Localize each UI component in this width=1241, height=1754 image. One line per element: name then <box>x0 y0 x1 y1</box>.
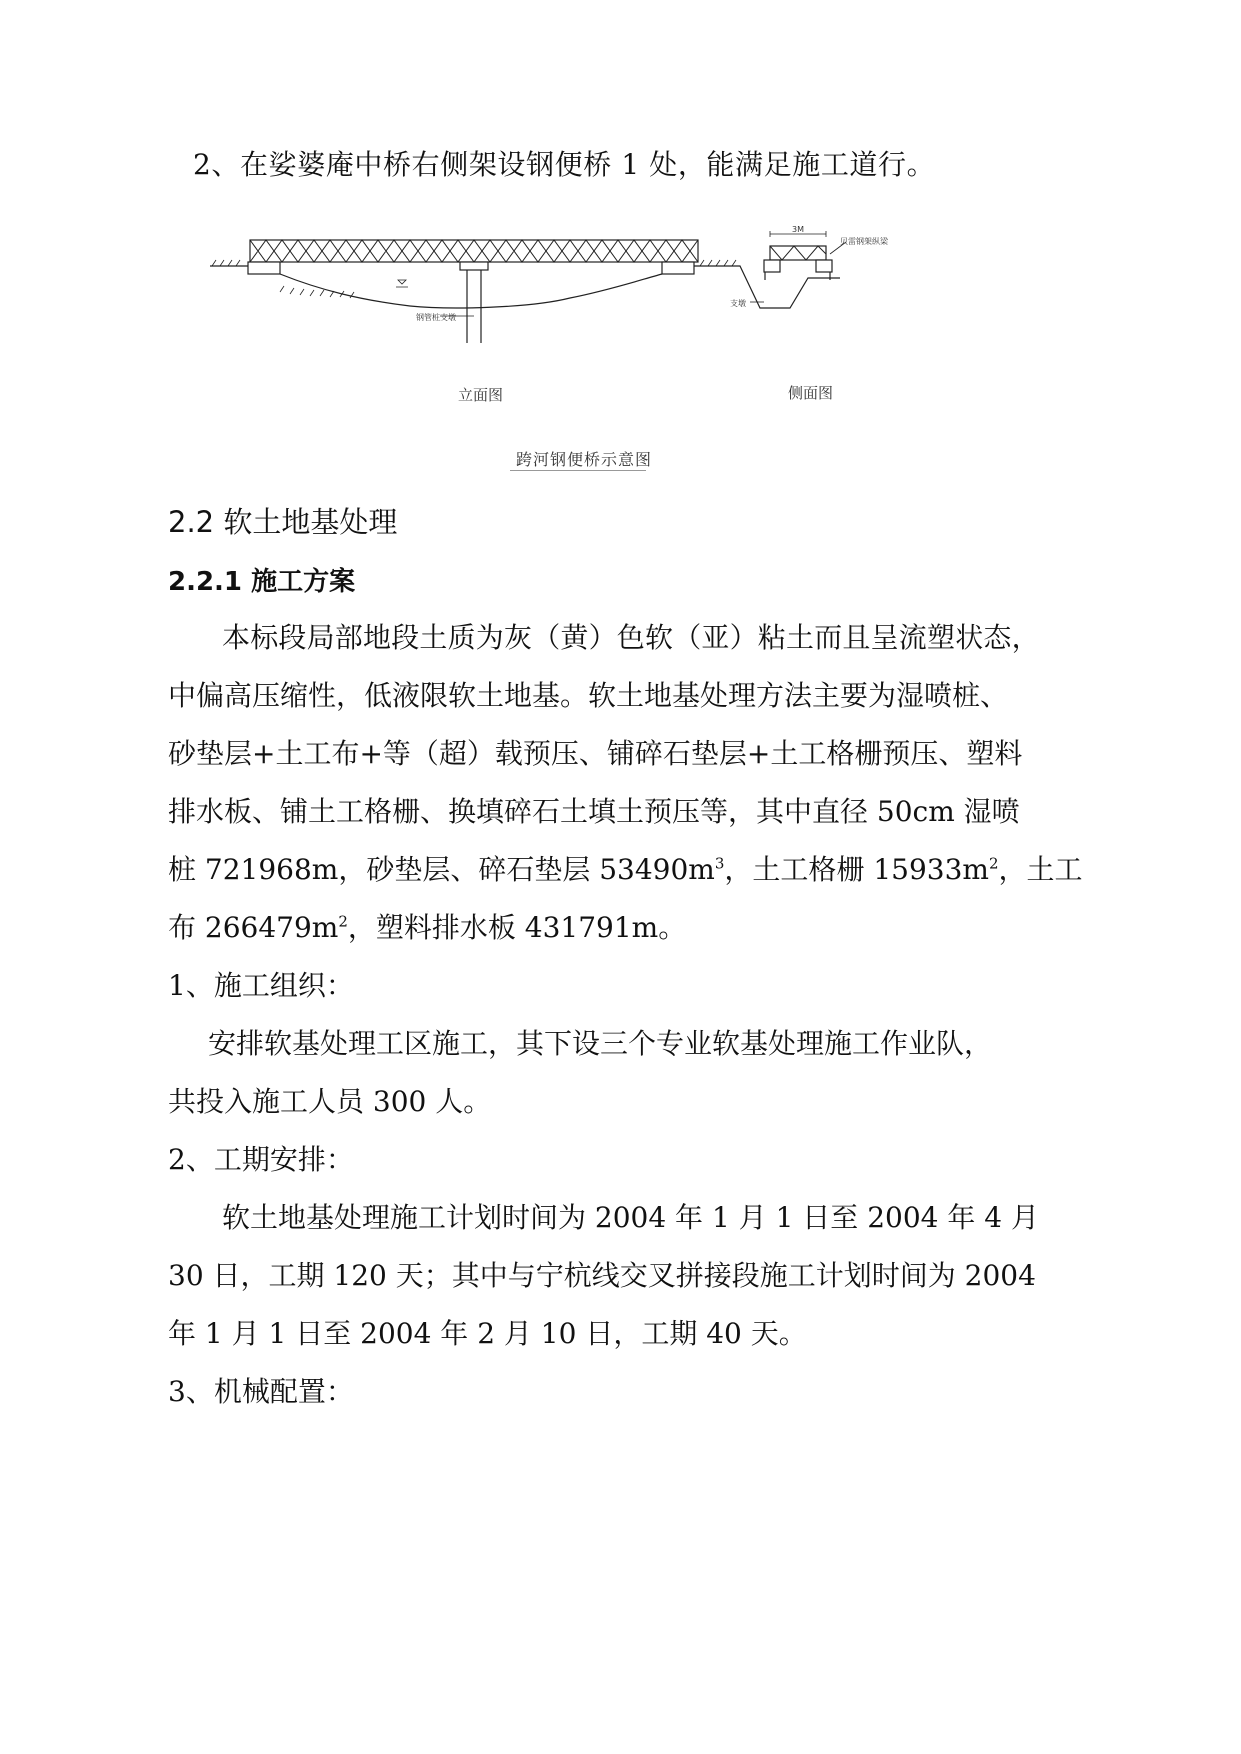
item2-line3: 年 1 月 1 日至 2004 年 2 月 10 日，工期 40 天。 <box>168 1317 807 1350</box>
figure-caption: 跨河钢便桥示意图 <box>516 450 653 469</box>
pile-callout: 钢管桩支墩 <box>416 313 456 322</box>
riverbed-hatch <box>280 286 354 298</box>
caption-underline <box>510 470 646 471</box>
right-abutment <box>662 262 694 274</box>
item3-title: 3、机械配置： <box>168 1375 354 1408</box>
side-truss-web <box>770 246 826 260</box>
front-view-label: 立面图 <box>458 386 504 404</box>
para1-line4: 排水板、铺土工格栅、换填碎石土填土预压等，其中直径 50cm 湿喷 <box>168 795 1020 828</box>
item1-title: 1、施工组织： <box>168 969 354 1002</box>
side-support-left <box>764 260 780 272</box>
item2-line2: 30 日，工期 120 天；其中与宁杭线交叉拼接段施工计划时间为 2004 <box>168 1259 1036 1292</box>
para1-line2: 中偏高压缩性，低液限软土地基。软土地基处理方法主要为湿喷桩、 <box>168 679 1009 712</box>
water-level-mark <box>396 280 408 287</box>
bridge-figure <box>230 225 888 384</box>
item2-title: 2、工期安排： <box>168 1143 354 1176</box>
side-support-right <box>816 260 832 272</box>
support-callout: 支墩 <box>730 299 746 308</box>
truss-web <box>250 240 698 262</box>
side-girder <box>770 246 826 260</box>
bridge-item-text: 2、在娑婆庵中桥右侧架设钢便桥 1 处，能满足施工道行。 <box>193 148 936 181</box>
side-view-label: 侧面图 <box>788 384 834 402</box>
para1-line6: 布 $266479m^2$，塑料排水板 431791m。 <box>168 911 687 944</box>
item1-line2: 共投入施工人员 300 人。 <box>168 1085 492 1118</box>
section-heading-2-2-1: 2.2.1 施工方案 <box>168 567 356 597</box>
item2-line1: 软土地基处理施工计划时间为 2004 年 1 月 1 日至 2004 年 4 月 <box>222 1201 1039 1234</box>
bridge-drawing <box>230 225 888 380</box>
left-abutment <box>248 262 280 274</box>
para1-line1: 本标段局部地段土质为灰（黄）色软（亚）粘土而且呈流塑状态， <box>222 621 1040 654</box>
dimension-label: 3M <box>792 225 804 234</box>
item1-line1: 安排软基处理工区施工，其下设三个专业软基处理施工作业队， <box>208 1027 993 1060</box>
pier-cap <box>460 262 488 270</box>
section-heading-2-2: 2.2 软土地基处理 <box>168 505 398 539</box>
para1-line5: 桩 721968m，砂垫层、碎石垫层 $53490m^3$，土工格栅 $15933m^2$，土工 <box>168 853 1083 886</box>
truss-girder <box>250 240 698 262</box>
truss-callout: 贝雷钢架纵梁 <box>840 237 888 246</box>
para1-line3: 砂垫层+土工布+等（超）载预压、铺碎石垫层+土工格栅预压、塑料 <box>168 737 1023 770</box>
